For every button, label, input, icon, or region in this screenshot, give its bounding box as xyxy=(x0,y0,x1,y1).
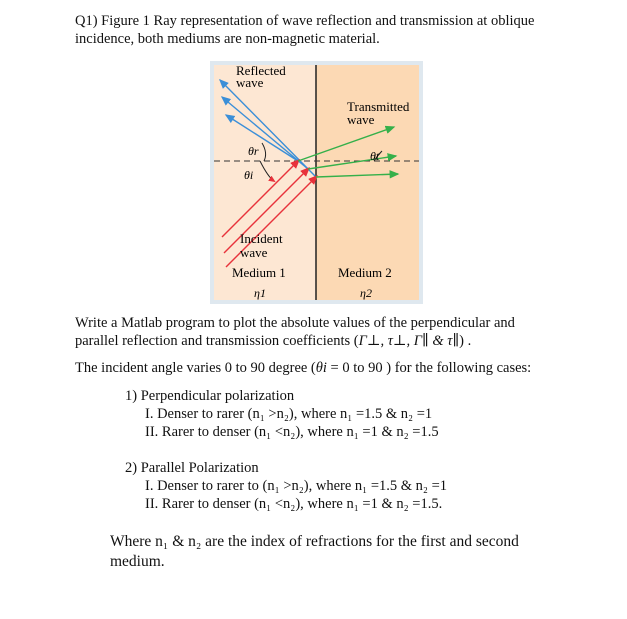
angle-line-mid: = 0 to 90 ) for the following cases: xyxy=(326,360,532,376)
theta-i-label: θi xyxy=(244,168,254,182)
write-line-2 xyxy=(75,333,471,350)
case-1-item-ii: II. Rarer to denser (n₁ <n₂), where n₁ =1 & n₂ =1.5 xyxy=(145,424,439,440)
theta-t-label: θt xyxy=(370,149,380,163)
eta-1-label: η1 xyxy=(254,286,266,300)
ray-figure xyxy=(210,61,423,304)
eta-2-label: η2 xyxy=(360,286,372,300)
write-line-2-post: ) . xyxy=(459,333,472,349)
ray-diagram xyxy=(210,61,423,304)
case-1-title: 1) Perpendicular polarization xyxy=(125,388,295,404)
coefficients-symbols: Γ⊥, τ⊥, Γ∥ & τ∥ xyxy=(358,333,460,349)
incident-label-2: wave xyxy=(240,245,268,260)
incident-label-1: Incident xyxy=(240,231,283,246)
case-1-item-i: I. Denser to rarer (n₁ >n₂), where n₁ =1.5 & n₂ =1 xyxy=(145,406,433,422)
write-line-2-pre: parallel reflection and transmission coefficients ( xyxy=(75,333,359,349)
transmitted-label-2: wave xyxy=(347,112,375,127)
case-2-title: 2) Parallel Polarization xyxy=(125,460,259,476)
transmitted-label-1: Transmitted xyxy=(347,99,410,114)
medium-1-label: Medium 1 xyxy=(232,265,286,280)
question-line-2: incidence, both mediums are non-magnetic material. xyxy=(75,31,380,47)
medium-2-label: Medium 2 xyxy=(338,265,392,280)
reflected-label-2: wave xyxy=(236,75,264,90)
write-line-1: Write a Matlab program to plot the absolute values of the perpendicular and xyxy=(75,315,515,331)
where-line-2: medium. xyxy=(110,553,165,570)
theta-i-symbol: θi xyxy=(315,360,327,376)
where-line-1: Where n₁ & n₂ are the index of refractions for the first and second xyxy=(110,533,519,550)
case-2-item-i: I. Denser to rarer to (n₁ >n₂), where n₁ =1.5 & n₂ =1 xyxy=(145,478,448,494)
case-2-item-ii: II. Rarer to denser (n₁ <n₂), where n₁ =1 & n₂ =1.5. xyxy=(145,496,443,512)
theta-r-label: θr xyxy=(248,144,259,158)
angle-line xyxy=(75,360,531,377)
angle-line-pre: The incident angle varies 0 to 90 degree ( xyxy=(75,360,316,376)
question-line-1: Q1) Figure 1 Ray representation of wave reflection and transmission at oblique xyxy=(75,13,535,29)
reflected-label-1: Reflected xyxy=(236,63,286,78)
